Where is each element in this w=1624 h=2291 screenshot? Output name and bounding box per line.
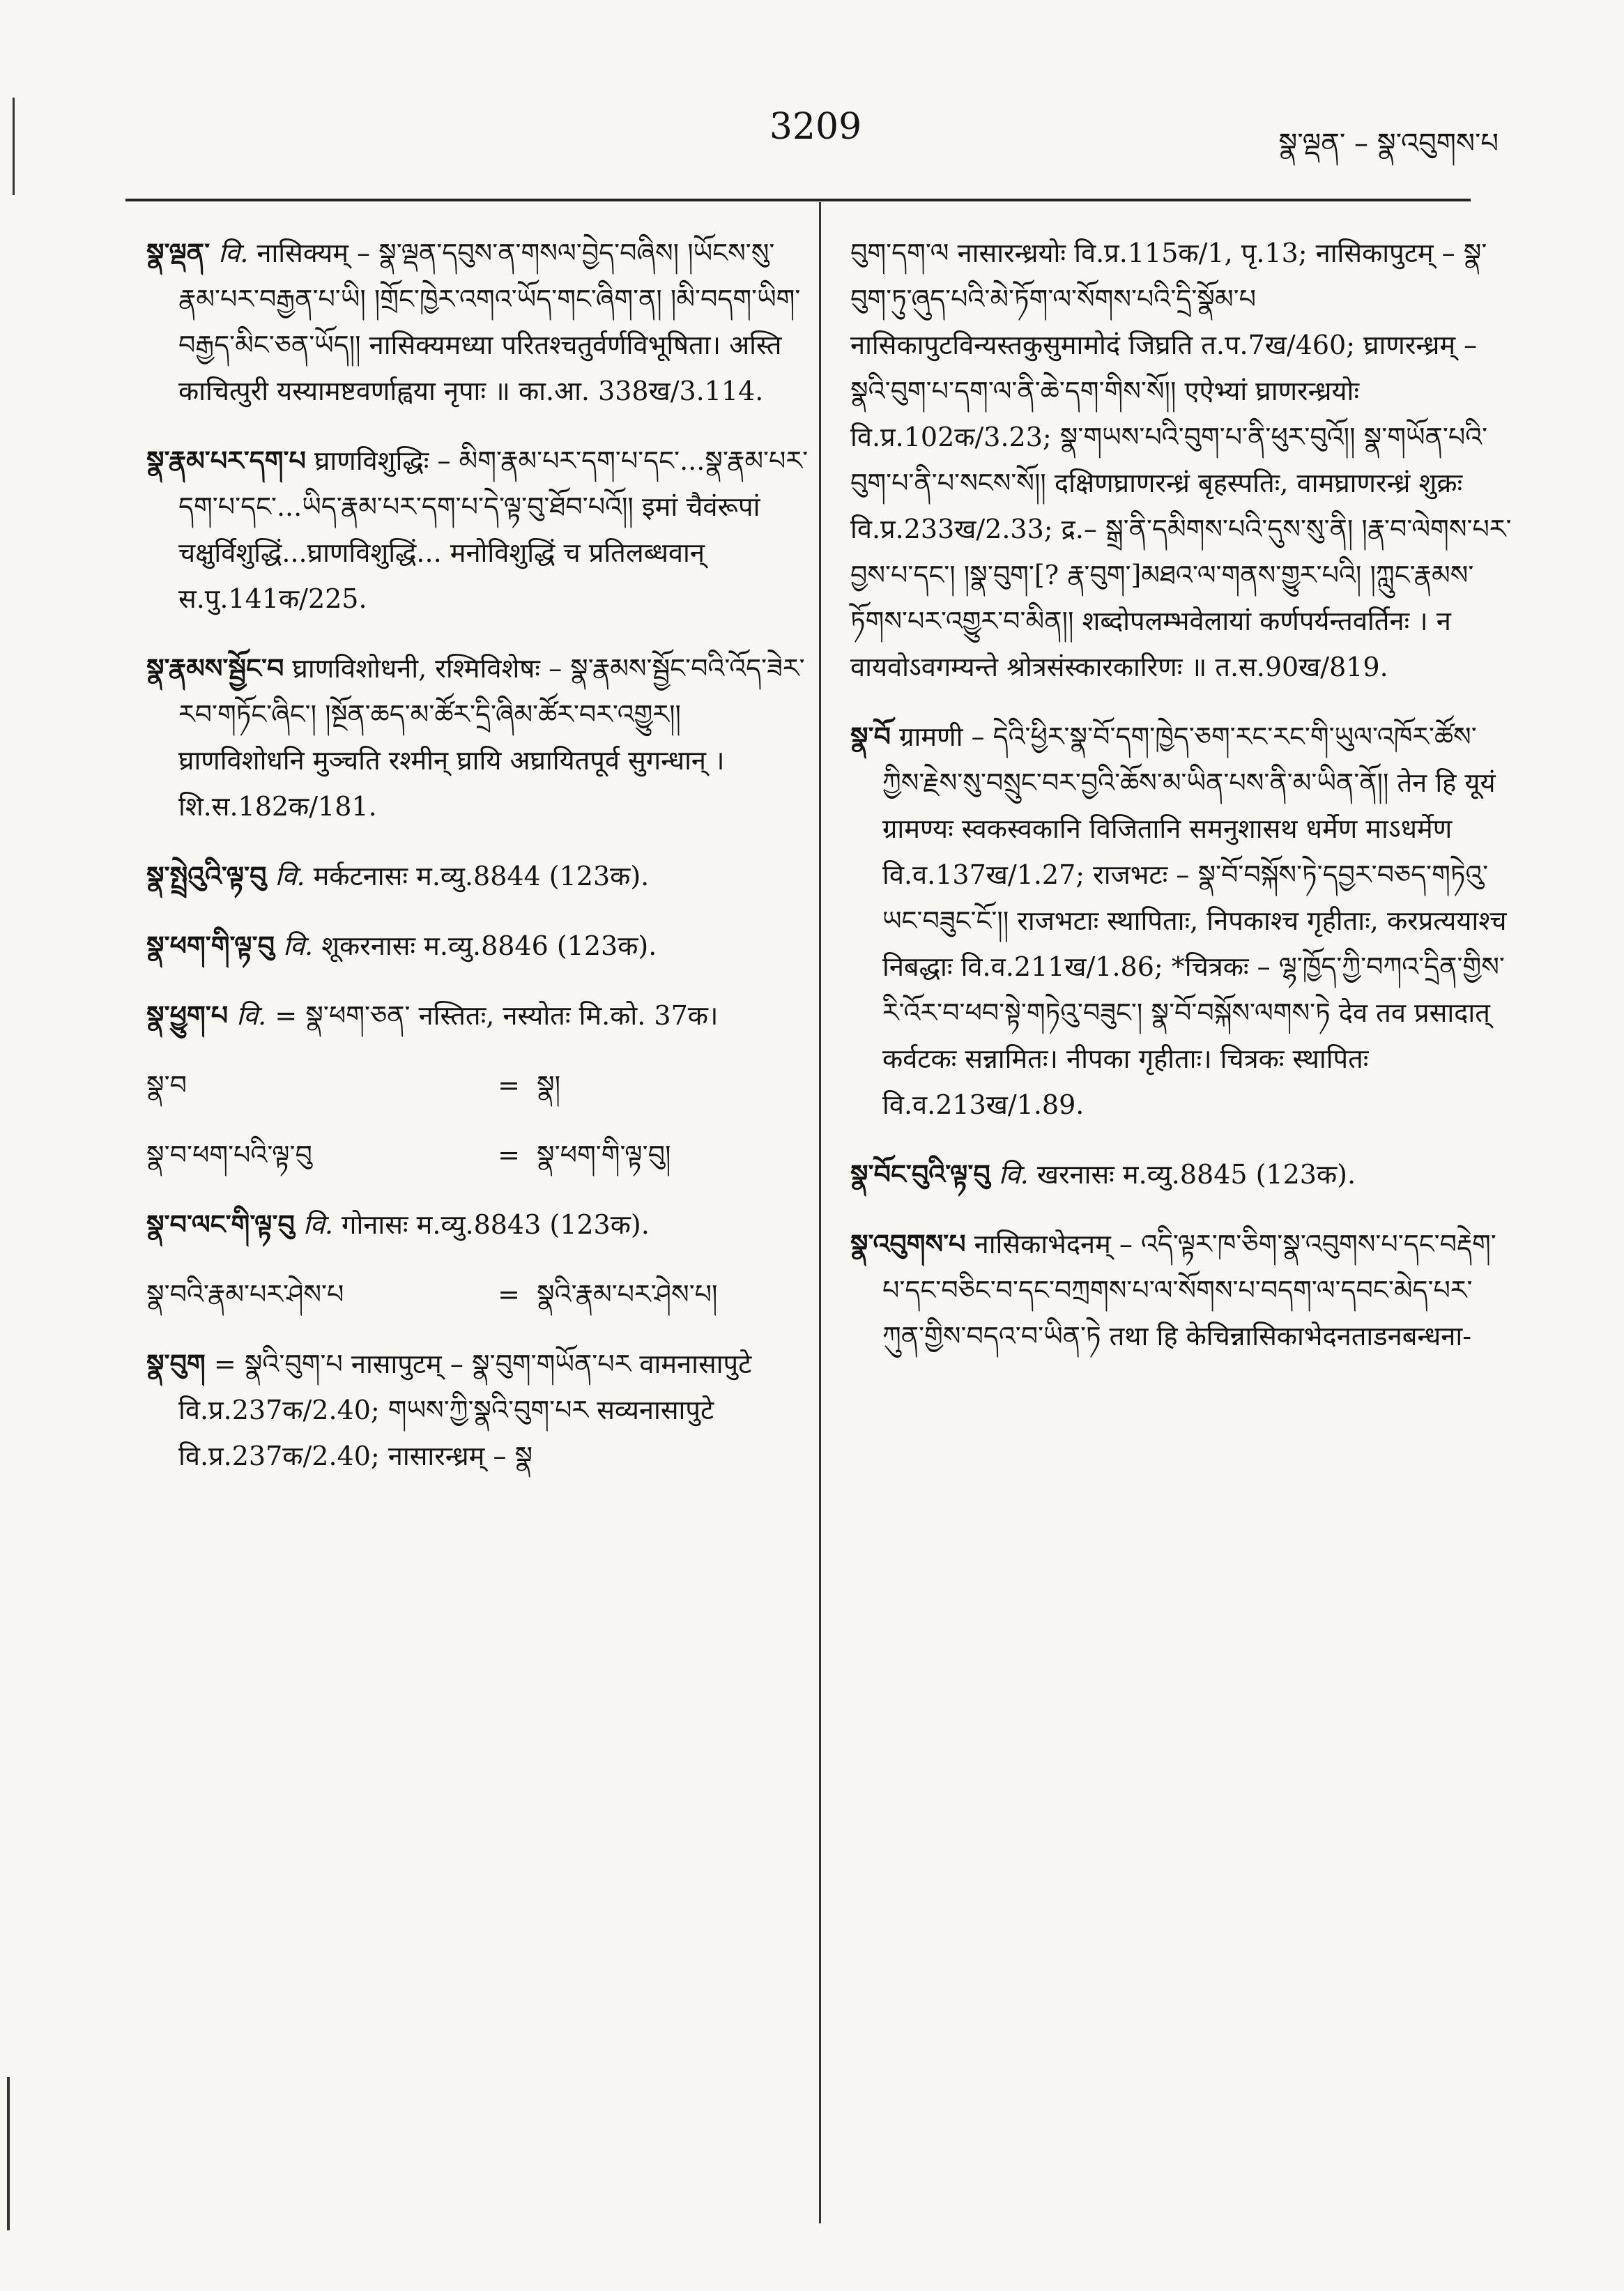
cross-reference: [146, 1062, 809, 1108]
entry-text: घ्राणविशोधनी, रश्मिविशेषः – སྣ་རྣམས་སྦྱོང་བའི་འོད་ཟེར་རབ་གཏོང་ཞིང་། །སྔོན་ཆད་མ་ཚོར་དྲི་ཞིམ་ཚོར་བར་འགྱུར།། घ्राणविशोधनि मुञ्चति रश्मीन् घ्रायि अघ्रायितपूर्व सुगन्धान् । शि.स.182क/181.: [178, 653, 805, 822]
running-head: སྣ་ལྡན་ – སྣ་འབུགས་པ: [1278, 128, 1499, 160]
dictionary-entry: [146, 923, 809, 969]
entry-text: ग्रामणी – དེའི་ཕྱིར་སྣ་བོ་དག་ཁྱེད་ཅག་རང་རང་གི་ཡུལ་འཁོར་ཚོས་ཀྱིས་རྗེས་སུ་བསྲུང་བར་བྱའི་ཆོས་མ་ཡིན་པས་ནི་མ་ཡིན་ནོ།། तेन हि यूयं ग्रामण्यः स्वकस्वकानि विजितानि समनुशासथ धर्मेण माऽधर्मेण वि.व.137ख/1.27; राजभटः – སྣ་བོ་བསྐོས་ཏེ་དབྱར་བཅད་གཏེའུ་ཡང་བཟུང་ངོ་།། राजभटाः स्थापिताः, निपकाश्च गृहीताः, करप्रत्ययाश्च निबद्धाः वि.व.211ख/1.86; *चित्रकः – ལྷ་ཁྱོད་ཀྱི་བཀའ་དྲིན་གྱིས་རི་འོར་བ་ཕབ་སྟེ་གཏེའུ་བཟུང་། སྣ་བོ་བསྐོས་ལགས་ཏེ देव तव प्रसादात् कर्वटकः सन्नामितः। नीपका गृहीताः। चित्रकः स्थापितः वि.व.213ख/1.89.: [882, 721, 1507, 1120]
grammar-label: वि.: [236, 1000, 267, 1031]
dictionary-entry: [146, 1202, 809, 1248]
right-column: [850, 230, 1512, 1383]
headword: སྣ་བོ: [850, 721, 891, 752]
margin-mark-1: [13, 98, 15, 195]
dictionary-entry: [146, 993, 809, 1039]
grammar-label: वि.: [218, 238, 249, 268]
margin-mark-2: [7, 2077, 10, 2230]
xref-equals: =: [498, 1279, 520, 1310]
dictionary-entry: [850, 1151, 1512, 1197]
grammar-label: वि.: [998, 1159, 1029, 1190]
entry-text: नासिक्यम् – སྣ་ལྡན་དབུས་ན་གསལ་བྱེད་བཞིས། །ཡོངས་སུ་རྣམ་པར་བརྒྱན་པ་ཡི། །གྲོང་ཁྱེར་འགའ་ཡོད་གང་ཞིག་ན། །མི་བདག་ཡིག་བརྒྱད་མིང་ཅན་ཡོད།། नासिक्यमध्या परितश्चतुर्वर्णविभूषिता। अस्ति काचित्पुरी यस्यामष्टवर्णाह्वया नृपाः ॥ का.आ. 338ख/3.114.: [178, 238, 801, 406]
headword: སྣ་རྣམས་སྦྱོང་བ: [146, 652, 284, 684]
headword: སྣ་སྤྲེའུའི་ལྟ་བུ: [146, 860, 267, 891]
xref-term: སྣ་བ་ཕག་པའི་ལྟ་བུ: [146, 1140, 312, 1170]
grammar-label: वि.: [302, 1209, 333, 1240]
dictionary-entry: [850, 1221, 1512, 1359]
headword: སྣ་རྣམ་པར་དག་པ: [146, 445, 306, 476]
headword: སྣ་འབུགས་པ: [850, 1228, 966, 1259]
entry-text: शूकरनासः म.व्यु.8846 (123क).: [313, 930, 657, 961]
xref-target: སྣའི་རྣམ་པར་ཤེས་པ།: [537, 1279, 718, 1310]
dictionary-entry: [146, 853, 809, 899]
headword: སྣ་ཕག་གི་ལྟ་བུ: [146, 930, 275, 961]
left-column: [146, 230, 809, 1503]
headword: སྣ་ལྡན་: [146, 237, 210, 268]
entry-text: བུག་དག་ལ नासारन्ध्रयोः वि.प्र.115क/1, पृ.13; नासिकापुटम् – སྣ་བུག་ཏུ་ཞུད་པའི་མེ་ཏོག་ལ་སོགས་པའི་དྲི་སྣོམ་པ नासिकापुटविन्यस्तकुसुमामोदं जिघ्रति त.प.7ख/460; घ्राणरन्ध्रम् – སྣའི་བུག་པ་དག་ལ་ནི་ཆེ་དག་གིས་སོ།། एऐभ्यां घ्राणरन्ध्रयोः वि.प्र.102क/3.23; སྣ་གཡས་པའི་བུག་པ་ནི་ཕུར་བུའོ།། སྣ་གཡོན་པའི་བུག་པ་ནི་པ་སངས་སོ།། दक्षिणघ्राणरन्ध्रं बृहस्पतिः, वामघ्राणरन्ध्रं शुक्रः वि.प्र.233ख/2.33; द्र.– སྒྲ་ནི་དམིགས་པའི་དུས་སུ་ནི། །རྣ་བ་ལེགས་པར་བྱས་པ་དང་། །སྣ་བུག་[? རྣ་བུག་]མཐའ་ལ་གནས་གྱུར་པའི། །ཀླུང་རྣམས་ཏོགས་པར་འགྱུར་བ་མིན།། शब्दोपलम्भवेलायां कर्णपर्यन्तवर्तिनः । न वायवोऽवगम्यन्ते श्रोत्रसंस्कारकारिणः ॥ त.स.90ख/819.: [850, 238, 1512, 682]
entry-text: खरनासः म.व्यु.8845 (123क).: [1028, 1159, 1356, 1190]
headword: སྣ་བ་ལང་གི་ལྟ་བུ: [146, 1209, 295, 1240]
entry-text: = སྣ་ཕག་ཅན་ नस्तितः, नस्योतः मि.को. 37क।: [266, 1000, 719, 1031]
grammar-label: वि.: [283, 930, 314, 961]
xref-equals: =: [498, 1070, 520, 1101]
entry-text: = སྣའི་བུག་པ नासापुटम् – སྣ་བུག་གཡོན་པར वामनासापुटे वि.प्र.237क/2.40; གཡས་ཀྱི་སྣའི་བུག་པར सव्यनासापुटे वि.प्र.237क/2.40; नासारन्ध्रम् – སྣ: [178, 1349, 752, 1471]
column-divider: [819, 202, 821, 2223]
dictionary-entry: [850, 714, 1512, 1128]
headword: སྣ་བོང་བུའི་ལྟ་བུ: [850, 1158, 990, 1190]
cross-reference: [146, 1132, 809, 1178]
dictionary-entry: [850, 230, 1512, 690]
top-rule: [125, 199, 1471, 201]
entry-text: मर्कटनासः म.व्यु.8844 (123क).: [305, 861, 650, 891]
headword: སྣ་ཕྱུག་པ: [146, 999, 229, 1031]
dictionary-entry: [146, 645, 809, 829]
xref-equals: =: [498, 1140, 520, 1170]
dictionary-entry: [146, 438, 809, 622]
grammar-label: वि.: [275, 861, 305, 891]
headword: སྣ་བུག: [146, 1348, 206, 1379]
dictionary-entry: [146, 1341, 809, 1479]
dictionary-entry: [146, 230, 809, 414]
cross-reference: [146, 1271, 809, 1317]
entry-text: गोनासः म.व्यु.8843 (123क).: [332, 1209, 650, 1240]
xref-target: སྣ་ཕག་གི་ལྟ་བུ།: [537, 1140, 671, 1170]
entry-text: घ्राणविशुद्धिः – མིག་རྣམ་པར་དག་པ་དང་...སྣ་རྣམ་པར་དག་པ་དང་...ཡིད་རྣམ་པར་དག་པ་དེ་ལྟ་བུ་ཐོབ་པའོ།། इमां चैवंरूपां चक्षुर्विशुद्धिं...घ्राणविशुद्धिं... मनोविशुद्धिं च प्रतिलब्धवान् स.पु.141क/225.: [178, 445, 809, 614]
xref-term: སྣ་བའི་རྣམ་པར་ཤེས་པ: [146, 1279, 344, 1310]
page-number: 3209: [769, 106, 862, 148]
entry-text: नासिकाभेदनम् – འདི་ལྟར་ཁ་ཅིག་སྣ་འབུགས་པ་དང་བརྡེག་པ་དང་བཅིང་བ་དང་བཀྲགས་པ་ལ་སོགས་པ་བདག་ལ་དབང་མེད་པར་ཀུན་གྱིས་བདའ་བ་ཡིན་ཏེ तथा हि केचिन्नासिकाभेदनताडनबन्धना-: [882, 1229, 1496, 1351]
xref-target: སྣ།: [537, 1070, 561, 1101]
xref-term: སྣ་བ: [146, 1070, 187, 1101]
